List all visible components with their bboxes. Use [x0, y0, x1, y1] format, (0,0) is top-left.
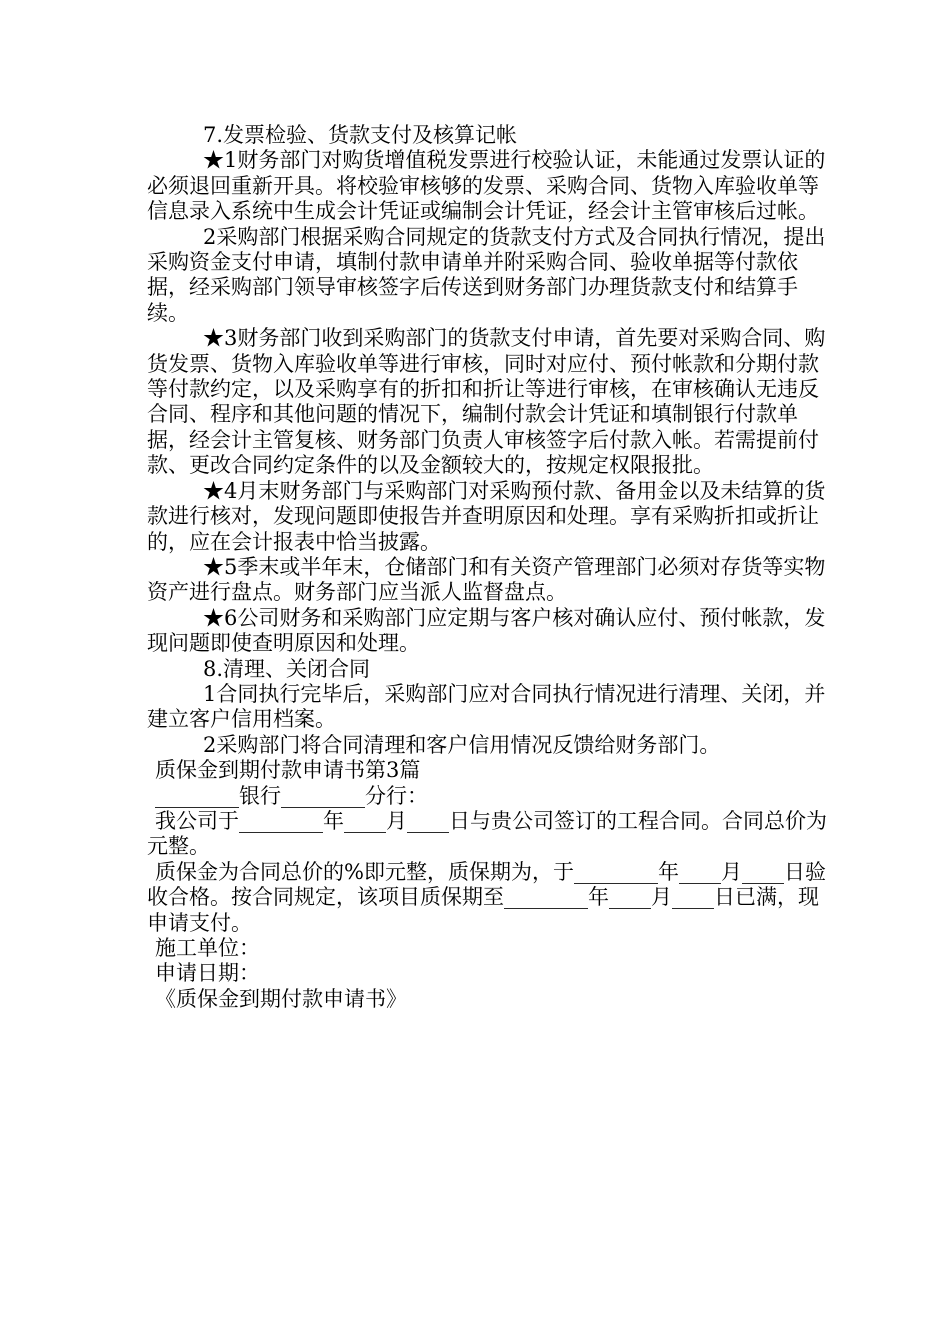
paragraph: ★6公司财务和采购部门应定期与客户核对确认应付、预付帐款，发现问题即使查明原因和处理。 — [147, 605, 826, 656]
paragraph: ★3财务部门收到采购部门的货款支付申请，首先要对采购合同、购货发票、货物入库验收单等进行审核，同时对应付、预付帐款和分期付款等付款约定，以及采购享有的折扣和折让等进行审核，在审核确认无违反合同、程序和其他问题的情况下，编制付款会计凭证和填制银行付款单据，经会计主管复核、财务部门负责人审核签字后付款入帐。若需提前付款、更改合同约定条件的以及金额较大的，按规定权限报批。 — [147, 326, 826, 478]
paragraph: 质保金到期付款申请书第3篇 — [155, 758, 421, 783]
paragraph: 《质保金到期付款申请书》 — [155, 986, 407, 1011]
paragraph: 8.清理、关闭合同 — [203, 656, 371, 681]
paragraph: 1合同执行完毕后，采购部门应对合同执行情况进行清理、关闭，并建立客户信用档案。 — [147, 681, 826, 732]
paragraph: ★1财务部门对购货增值税发票进行校验认证，未能通过发票认证的必须退回重新开具。将校验审核够的发票、采购合同、货物入库验收单等信息录入系统中生成会计凭证或编制会计凭证，经会计主管审核后过帐。 — [147, 148, 826, 224]
paragraph: 2采购部门根据采购合同规定的货款支付方式及合同执行情况，提出采购资金支付申请，填制付款申请单并附采购合同、验收单据等付款依据，经采购部门领导审核签字后传送到财务部门办理货款支付和结算手续。 — [147, 224, 826, 325]
paragraph: 质保金为合同总价的%即元整，质保期为，于________年____月____日验收合格。按合同规定，该项目质保期至________年____月____日已满，现申请支付。 — [147, 859, 826, 935]
paragraph: 我公司于________年____月____日与贵公司签订的工程合同。合同总价为元整。 — [147, 808, 827, 859]
document-body — [147, 123, 837, 1012]
paragraph: ★4月末财务部门与采购部门对采购预付款、备用金以及未结算的货款进行核对，发现问题即使报告并查明原因和处理。享有采购折扣或折让的，应在会计报表中恰当披露。 — [147, 478, 826, 554]
paragraph: 施工单位： — [155, 936, 260, 960]
paragraph: 2采购部门将合同清理和客户信用情况反馈给财务部门。 — [203, 732, 721, 757]
paragraph: ________银行________分行： — [155, 783, 428, 808]
paragraph: 申请日期： — [155, 961, 260, 986]
paragraph: ★5季末或半年末，仓储部门和有关资产管理部门必须对存货等实物资产进行盘点。财务部门应当派人监督盘点。 — [147, 554, 826, 605]
paragraph: 7.发票检验、货款支付及核算记帐 — [203, 123, 518, 147]
